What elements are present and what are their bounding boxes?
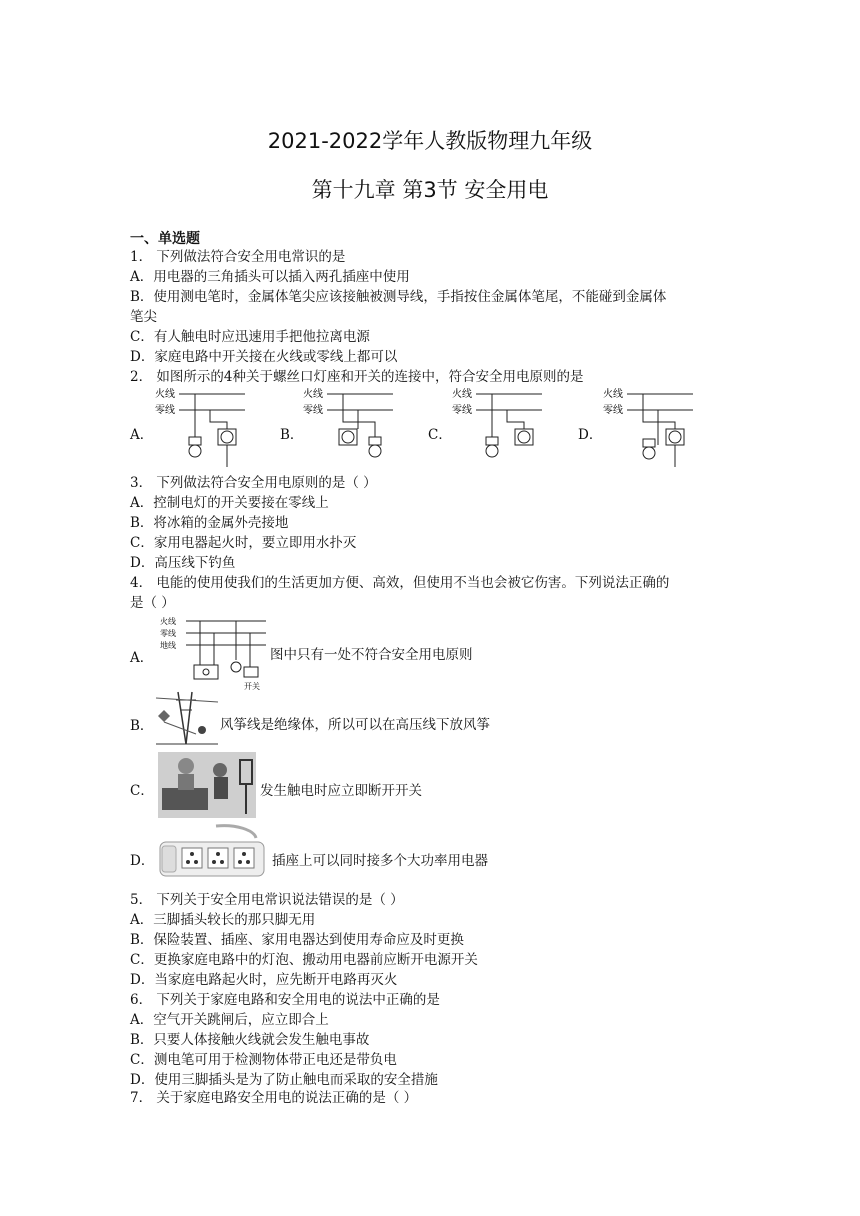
q1-option-b: B．使用测电笔时，金属体笔尖应该接触被测导线，手指按住金属体笔尾，不能碰到金属体 — [130, 289, 667, 305]
section-heading: 一、单选题 — [130, 231, 200, 247]
q3-option-d: D．高压线下钓鱼 — [130, 555, 236, 571]
svg-text:火线: 火线 — [603, 389, 623, 400]
q4-label-b: B． — [130, 718, 154, 734]
q5-option-d: D．当家庭电路起火时，应先断开电路再灭火 — [130, 972, 398, 988]
q1-option-d: D．家庭电路中开关接在火线或零线上都可以 — [130, 349, 398, 365]
q7-stem: 7． 关于家庭电路安全用电的说法正确的是（ ） — [130, 1090, 418, 1106]
q2-label-b: B． — [280, 427, 304, 443]
svg-text:火线: 火线 — [452, 389, 472, 400]
q4-label-a: A． — [130, 650, 154, 666]
q1-option-b-cont: 笔尖 — [130, 309, 157, 325]
q4-option-a-text: 图中只有一处不符合安全用电原则 — [270, 647, 473, 663]
q3-stem: 3． 下列做法符合安全用电原则的是（ ） — [130, 475, 377, 491]
q6-option-d: D．使用三脚插头是为了防止触电而采取的安全措施 — [130, 1072, 438, 1088]
svg-text:零线: 零线 — [155, 405, 175, 416]
q2-label-a: A． — [130, 427, 154, 443]
svg-text:火线: 火线 — [160, 617, 176, 626]
svg-text:零线: 零线 — [452, 405, 472, 416]
title-line-1: 2021-2022学年人教版物理九年级 — [267, 129, 593, 153]
q3-option-a: A．控制电灯的开关要接在零线上 — [130, 495, 329, 511]
q2-label-d: D． — [578, 427, 603, 443]
svg-text:火线: 火线 — [303, 389, 323, 400]
power-strip-picture — [156, 824, 268, 882]
q2-label-c: C． — [428, 427, 452, 443]
q5-option-b: B．保险装置、插座、家用电器达到使用寿命应及时更换 — [130, 932, 464, 948]
q2-circuit-d — [603, 387, 698, 472]
q3-option-c: C．家用电器起火时，要立即用水扑灭 — [130, 535, 357, 551]
kite-powerline-picture — [156, 690, 218, 746]
svg-text:火线: 火线 — [155, 389, 175, 400]
svg-text:零线: 零线 — [603, 405, 623, 416]
q2-circuit-b — [303, 387, 398, 472]
electric-shock-picture — [158, 752, 256, 818]
svg-text:零线: 零线 — [160, 629, 176, 638]
q4-label-c: C． — [130, 783, 154, 799]
q5-option-c: C．更换家庭电路中的灯泡、搬动用电器前应断开电源开关 — [130, 952, 478, 968]
svg-text:地线: 地线 — [160, 641, 176, 650]
q5-option-a: A．三脚插头较长的那只脚无用 — [130, 912, 316, 928]
q4-stem: 4． 电能的使用使我们的生活更加方便、高效，但使用不当也会被它伤害。下列说法正确的 — [130, 575, 670, 591]
q5-stem: 5． 下列关于安全用电常识说法错误的是（ ） — [130, 892, 404, 908]
q6-stem: 6． 下列关于家庭电路和安全用电的说法中正确的是 — [130, 992, 440, 1008]
q4-option-b-text: 风筝线是绝缘体，所以可以在高压线下放风筝 — [220, 717, 490, 733]
q2-circuit-a — [155, 387, 250, 472]
svg-text:开关: 开关 — [244, 682, 260, 691]
q4-label-d: D． — [130, 853, 155, 869]
q6-option-a: A．空气开关跳闸后，应立即合上 — [130, 1012, 329, 1028]
q6-option-c: C．测电笔可用于检测物体带正电还是带负电 — [130, 1052, 397, 1068]
q1-stem: 1． 下列做法符合安全用电常识的是 — [130, 249, 346, 265]
q2-circuit-c — [452, 387, 547, 472]
q4-stem-cont: 是（ ） — [130, 595, 175, 611]
q4-wiring-figure — [158, 615, 268, 695]
q6-option-b: B．只要人体接触火线就会发生触电事故 — [130, 1032, 370, 1048]
q3-option-b: B．将冰箱的金属外壳接地 — [130, 515, 289, 531]
q1-option-a: A．用电器的三角插头可以插入两孔插座中使用 — [130, 269, 410, 285]
svg-text:零线: 零线 — [303, 405, 323, 416]
q4-option-c-text: 发生触电时应立即断开开关 — [260, 783, 422, 799]
q2-stem: 2． 如图所示的4种关于螺丝口灯座和开关的连接中，符合安全用电原则的是 — [130, 369, 584, 385]
q4-option-d-text: 插座上可以同时接多个大功率用电器 — [272, 853, 488, 869]
q1-option-c: C．有人触电时应迅速用手把他拉离电源 — [130, 329, 370, 345]
title-line-2: 第十九章 第3节 安全用电 — [311, 178, 549, 202]
